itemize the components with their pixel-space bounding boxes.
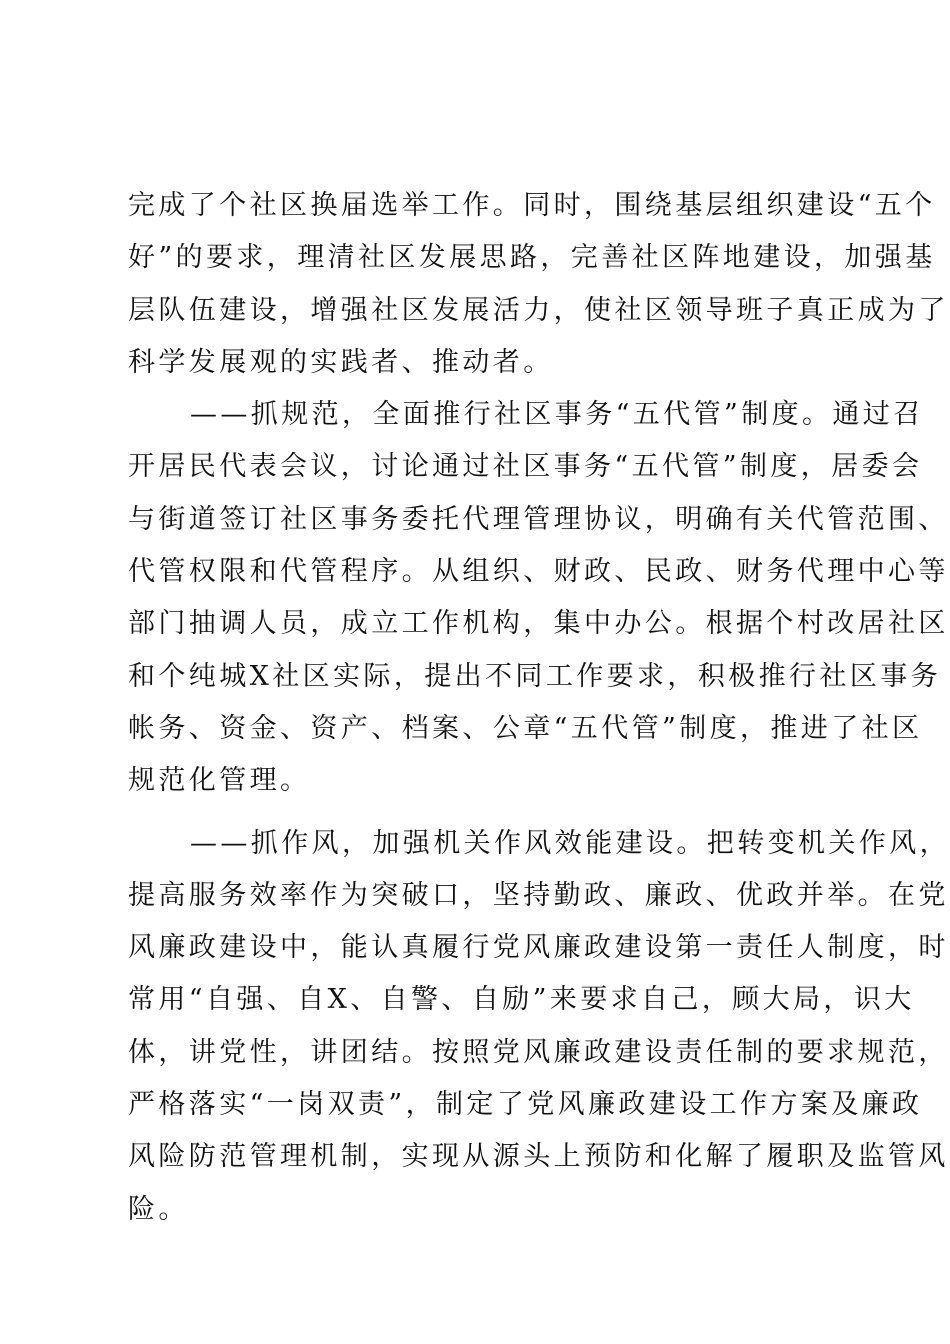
text-line: 开居民代表会议，讨论通过社区事务“五代管”制度，居委会 — [128, 451, 923, 483]
text-line: 体，讲党性，讲团结。按照党风廉政建设责任制的要求规范， — [128, 1036, 949, 1068]
text-line: 好”的要求，理清社区发展思路，完善社区阵地建设，加强基 — [128, 242, 936, 274]
text-line: 风险防范管理机制，实现从源头上预防和化解了履职及监管风 — [128, 1141, 949, 1173]
text-line: 风廉政建设中，能认真履行党风廉政建设第一责任人制度，时 — [128, 932, 949, 964]
paragraph-spacer — [128, 808, 828, 818]
text-line: 与街道签订社区事务委托代理管理协议，明确有关代管范围、 — [128, 503, 949, 535]
text-line: 险。 — [128, 1193, 189, 1225]
text-line: 完成了个社区换届选举工作。同时，围绕基层组织建设“五个 — [128, 190, 936, 221]
text-line: 规范化管理。 — [128, 765, 311, 797]
text-line: 帐务、资金、资产、档案、公章“五代管”制度，推进了社区 — [128, 712, 923, 744]
text-line: 常用“自强、自X、自警、自励”来要求自己，顾大局，识大 — [128, 984, 915, 1016]
text-line: 部门抽调人员，成立工作机构，集中办公。根据个村改居社区 — [128, 608, 949, 640]
paragraph-work-style — [128, 818, 950, 1236]
text-line: 层队伍建设，增强社区发展活力，使社区领导班子真正成为了 — [128, 294, 949, 326]
paragraph-standardization — [128, 389, 949, 807]
text-line: ——抓规范，全面推行社区事务“五代管”制度。通过召 — [190, 399, 924, 431]
document-body — [128, 180, 950, 1236]
text-line: 提高服务效率作为突破口，坚持勤政、廉政、优政并举。在党 — [128, 879, 949, 911]
text-line: 代管权限和代管程序。从组织、财政、民政、财务代理中心等 — [128, 556, 949, 588]
text-line: 严格落实“一岗双责”，制定了党风廉政建设工作方案及廉政 — [128, 1089, 923, 1121]
text-line: ——抓作风，加强机关作风效能建设。把转变机关作风， — [190, 827, 950, 859]
paragraph-community-election — [128, 180, 949, 389]
text-line: 科学发展观的实践者、推动者。 — [128, 346, 554, 378]
text-line: 和个纯城X社区实际，提出不同工作要求，积极推行社区事务 — [128, 660, 942, 692]
